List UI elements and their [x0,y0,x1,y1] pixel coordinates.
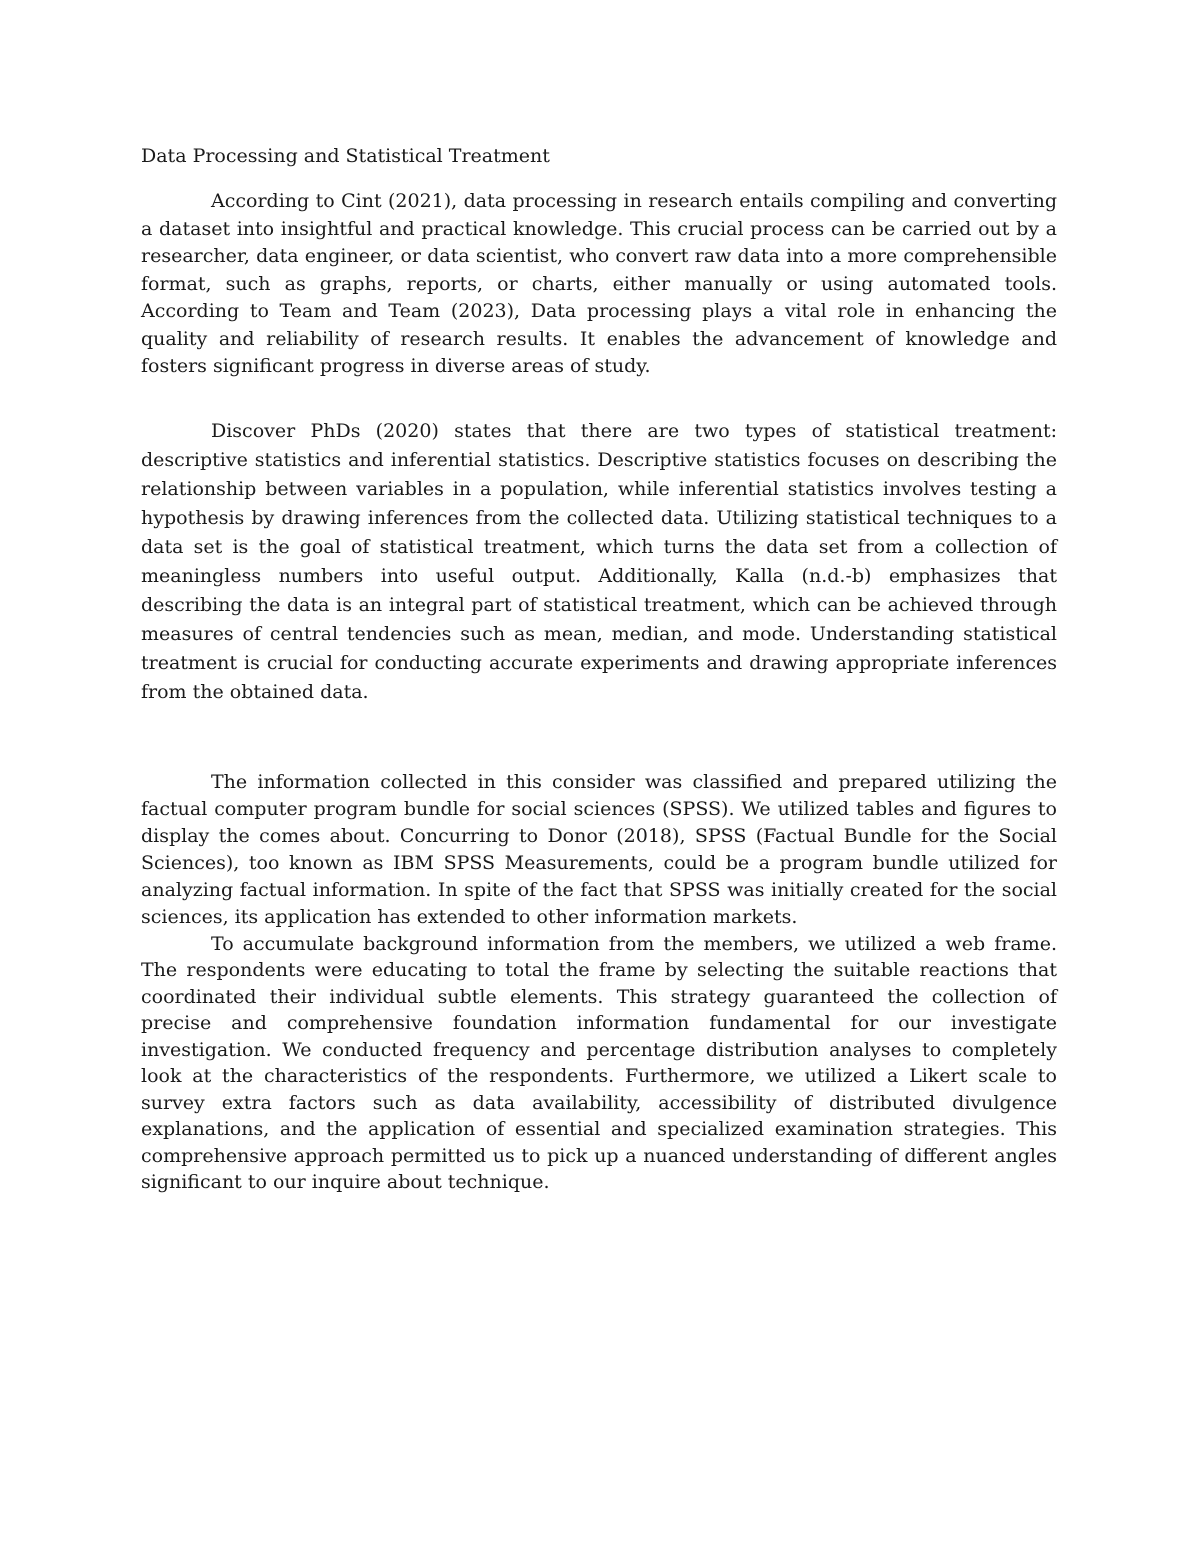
paragraph-background-information: To accumulate background information from the members, we utilized a web frame. The respondents were educating to total the frame by selecting the suitable reactions that coordinated their individual subtle elements. This strategy guaranteed the collection of precise and comprehensive foundation information fundamental for our investigate investigation. We conducted frequency and percentage distribution analyses to completely look at the characteristics of the respondents. Furthermore, we utilized a Likert scale to survey extra factors such as data availability, accessibility of distributed divulgence explanations, and the application of essential and specialized examination strategies. This comprehensive approach permitted us to pick up a nuanced understanding of different angles significant to our inquire about technique. [141,932,1057,1193]
document-body [141,143,1057,1196]
paragraph-statistical-treatment: Discover PhDs (2020) states that there are two types of statistical treatment: descriptive statistics and inferential statistics. Descriptive statistics focuses on describing the relationship between variables in a population, while inferential statistics involves testing a hypothesis by drawing inferences from the collected data. Utilizing statistical techniques to a data set is the goal of statistical treatment, which turns the data set from a collection of meaningless numbers into useful output. Additionally, Kalla (n.d.-b) emphasizes that describing the data is an integral part of statistical treatment, which can be achieved through measures of central tendencies such as mean, median, and mode. Understanding statistical treatment is crucial for conducting accurate experiments and drawing appropriate inferences from the obtained data. [141,419,1057,703]
paragraph-spss: The information collected in this consider was classified and prepared utilizing the factual computer program bundle for social sciences (SPSS). We utilized tables and figures to display the comes about. Concurring to Donor (2018), SPSS (Factual Bundle for the Social Sciences), too known as IBM SPSS Measurements, could be a program bundle utilized for analyzing factual information. In spite of the fact that SPSS was initially created for the social sciences, its application has extended to other information markets. [141,770,1057,928]
paragraph-data-processing: According to Cint (2021), data processing in research entails compiling and converting a dataset into insightful and practical knowledge. This crucial process can be carried out by a researcher, data engineer, or data scientist, who convert raw data into a more comprehensible format, such as graphs, reports, or charts, either manually or using automated tools. According to Team and Team (2023), Data processing plays a vital role in enhancing the quality and reliability of research results. It enables the advancement of knowledge and fosters significant progress in diverse areas of study. [141,190,1057,377]
document-title: Data Processing and Statistical Treatment [141,145,550,167]
